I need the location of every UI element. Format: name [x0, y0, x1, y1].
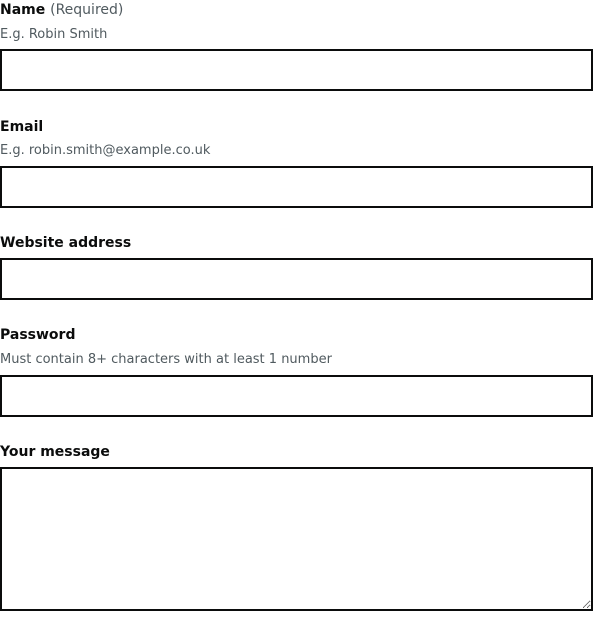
website-input[interactable]	[0, 258, 593, 300]
password-label: Password	[0, 327, 76, 343]
name-label-text: Name	[0, 2, 46, 18]
email-input[interactable]	[0, 166, 593, 208]
name-input[interactable]	[0, 49, 593, 91]
email-hint: E.g. robin.smith@example.co.uk	[0, 143, 211, 158]
name-hint: E.g. Robin Smith	[0, 27, 108, 42]
message-textarea[interactable]	[0, 467, 593, 611]
website-label: Website address	[0, 235, 132, 251]
name-label	[0, 1, 123, 19]
password-hint: Must contain 8+ characters with at least 1 number	[0, 352, 332, 367]
password-input[interactable]	[0, 375, 593, 417]
required-indicator: (Required)	[50, 2, 124, 18]
email-label: Email	[0, 119, 44, 135]
message-label: Your message	[0, 444, 110, 460]
